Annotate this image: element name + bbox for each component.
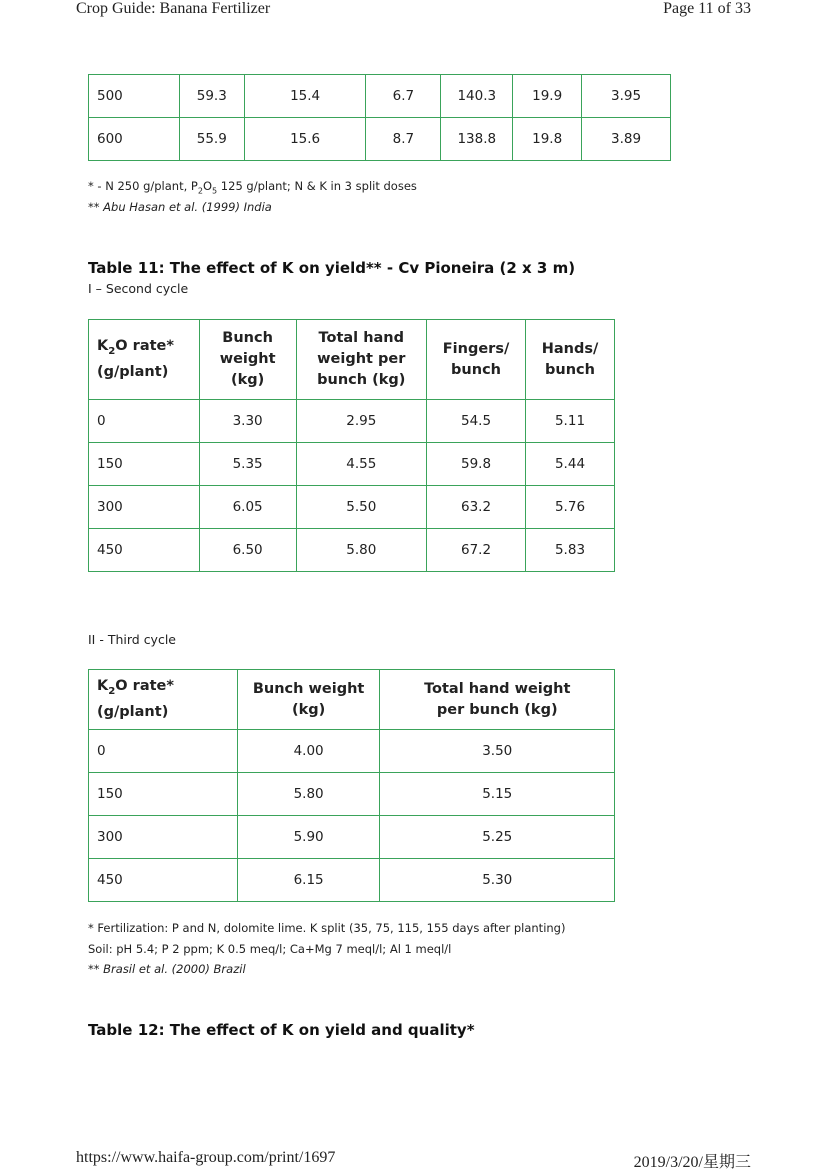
page-number: Page 11 of 33: [663, 0, 751, 17]
header-bunch-weight: Bunch weight (kg): [199, 320, 296, 400]
header-k2o-rate: $K_2O$ rate* (g/plant): [89, 670, 238, 730]
header-total-hand-weight: Total hand weight per bunch (kg): [296, 320, 427, 400]
table-cell: 4.00: [237, 730, 380, 773]
table12-title: Table 12: The effect of K on yield and quality*: [88, 1021, 475, 1039]
table-cell: 55.9: [179, 118, 244, 161]
table-cell: 5.76: [526, 486, 615, 529]
table-cell: 15.6: [244, 118, 366, 161]
table-cell: 6.50: [199, 529, 296, 572]
table-cell: 138.8: [441, 118, 513, 161]
page-header-title: Crop Guide: Banana Fertilizer: [76, 0, 271, 17]
table-cell: 5.50: [296, 486, 427, 529]
table-cell: 6.7: [366, 75, 441, 118]
header-hands: Hands/ bunch: [526, 320, 615, 400]
table-cell: 140.3: [441, 75, 513, 118]
page-date: 2019/3/20/星期三: [633, 1154, 751, 1171]
table-cell: 0: [89, 730, 238, 773]
table-cell: 5.83: [526, 529, 615, 572]
table11-title: Table 11: The effect of K on yield** - Cv Pioneira (2 x 3 m): [88, 259, 576, 277]
table-cell: 54.5: [427, 400, 526, 443]
table11-cycle1-label: I – Second cycle: [88, 281, 189, 296]
table-cell: 5.15: [380, 773, 615, 816]
table11-third-cycle: [88, 669, 615, 902]
table-row: [89, 486, 615, 529]
table-cell: 3.89: [582, 118, 671, 161]
table-cell: 150: [89, 443, 200, 486]
table-cell: 5.25: [380, 816, 615, 859]
table-cell: 0: [89, 400, 200, 443]
table-cell: 59.3: [179, 75, 244, 118]
table-cell: 19.9: [513, 75, 582, 118]
table-cell: 5.30: [380, 859, 615, 902]
top-note-fertilizer: * - N 250 g/plant, $P_2O_5$ 125 g/plant; N & K in 3 split doses: [88, 179, 417, 196]
table-cell: 67.2: [427, 529, 526, 572]
table-cell: 3.30: [199, 400, 296, 443]
table-cell: 2.95: [296, 400, 427, 443]
table-cell: 500: [89, 75, 180, 118]
table-cell: 5.90: [237, 816, 380, 859]
table-cell: 8.7: [366, 118, 441, 161]
table-row: [89, 816, 615, 859]
table-row: [89, 118, 671, 161]
table-cell: 5.44: [526, 443, 615, 486]
table11-note-soil: Soil: pH 5.4; P 2 ppm; K 0.5 meq/l; Ca+Mg 7 meql/l; Al 1 meql/l: [88, 942, 452, 956]
table-cell: 4.55: [296, 443, 427, 486]
table-cell: 63.2: [427, 486, 526, 529]
table-cell: 3.50: [380, 730, 615, 773]
table-row: [89, 859, 615, 902]
table-cell: 3.95: [582, 75, 671, 118]
table-cell: 450: [89, 859, 238, 902]
header-k2o-rate: $K_2O$ rate* (g/plant): [89, 320, 200, 400]
top-continuation-table: [88, 74, 671, 161]
table11-second-cycle: [88, 319, 615, 572]
table-cell: 300: [89, 486, 200, 529]
table-cell: 5.80: [296, 529, 427, 572]
page-url: https://www.haifa-group.com/print/1697: [76, 1149, 336, 1166]
table-cell: 5.11: [526, 400, 615, 443]
table-cell: 5.35: [199, 443, 296, 486]
table-row: [89, 400, 615, 443]
table-row: [89, 443, 615, 486]
table11-note-source: ** Brasil et al. (2000) Brazil: [88, 962, 246, 976]
table-cell: 300: [89, 816, 238, 859]
table-row: [89, 773, 615, 816]
top-note-source: ** Abu Hasan et al. (1999) India: [88, 200, 272, 214]
table-row: [89, 730, 615, 773]
header-fingers: Fingers/ bunch: [427, 320, 526, 400]
table-cell: 6.05: [199, 486, 296, 529]
header-bunch-weight: Bunch weight (kg): [237, 670, 380, 730]
table-row: [89, 75, 671, 118]
table-cell: 600: [89, 118, 180, 161]
table-cell: 15.4: [244, 75, 366, 118]
table-cell: 150: [89, 773, 238, 816]
table-cell: 5.80: [237, 773, 380, 816]
table11-note-fertilization: * Fertilization: P and N, dolomite lime. K split (35, 75, 115, 155 days after planting): [88, 921, 566, 935]
header-total-hand-weight: Total hand weight per bunch (kg): [380, 670, 615, 730]
table-cell: 19.8: [513, 118, 582, 161]
table-cell: 6.15: [237, 859, 380, 902]
table-cell: 59.8: [427, 443, 526, 486]
table11-cycle2-label: II - Third cycle: [88, 632, 176, 647]
table-cell: 450: [89, 529, 200, 572]
table-row: [89, 529, 615, 572]
